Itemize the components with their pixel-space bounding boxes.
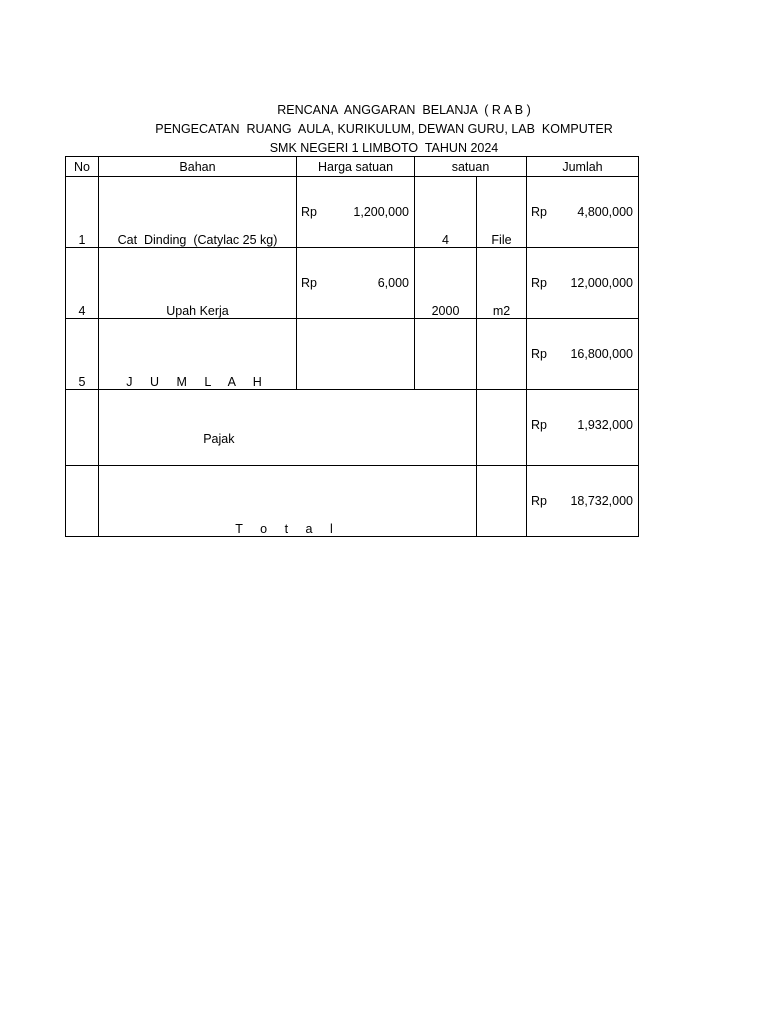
pajak-currency: Rp bbox=[531, 418, 547, 432]
title-line-2: PENGECATAN RUANG AULA, KURIKULUM, DEWAN GURU, LAB KOMPUTER bbox=[155, 122, 613, 136]
row-unit: m2 bbox=[477, 248, 527, 319]
rab-table bbox=[65, 156, 639, 537]
pajak-label-cell bbox=[99, 390, 477, 466]
total-empty-no bbox=[66, 466, 99, 537]
row-jumlah-value: 4,800,000 bbox=[577, 205, 633, 219]
total-label: T o t a l bbox=[99, 466, 477, 537]
header-bahan: Bahan bbox=[99, 157, 297, 177]
title-line-3: SMK NEGERI 1 LIMBOTO TAHUN 2024 bbox=[269, 141, 499, 155]
header-no: No bbox=[66, 157, 99, 177]
row-harga-value: 1,200,000 bbox=[353, 205, 409, 219]
row-harga-value: 6,000 bbox=[377, 276, 409, 290]
jumlah-empty-harga bbox=[297, 319, 415, 390]
table-header-row bbox=[66, 157, 639, 177]
header-jumlah: Jumlah bbox=[527, 157, 639, 177]
row-jumlah-cell bbox=[527, 177, 639, 248]
pajak-label: Pajak bbox=[203, 432, 235, 446]
total-empty-unit bbox=[477, 466, 527, 537]
total-currency: Rp bbox=[531, 494, 547, 508]
total-total-cell bbox=[527, 466, 639, 537]
row-jumlah-currency: Rp bbox=[531, 276, 547, 290]
pajak-empty-unit bbox=[477, 390, 527, 466]
jumlah-label: J U M L A H bbox=[99, 319, 297, 390]
row-harga-cell bbox=[297, 177, 415, 248]
jumlah-total-cell bbox=[527, 319, 639, 390]
jumlah-no: 5 bbox=[66, 319, 99, 390]
jumlah-currency: Rp bbox=[531, 347, 547, 361]
jumlah-row bbox=[66, 319, 639, 390]
table-row bbox=[66, 177, 639, 248]
title-line-1: RENCANA ANGGARAN BELANJA ( R A B ) bbox=[277, 103, 531, 117]
header-satuan: satuan bbox=[415, 157, 527, 177]
row-harga-currency: Rp bbox=[301, 205, 317, 219]
pajak-empty-no bbox=[66, 390, 99, 466]
pajak-value: 1,932,000 bbox=[577, 418, 633, 432]
row-harga-currency: Rp bbox=[301, 276, 317, 290]
row-bahan: Upah Kerja bbox=[99, 248, 297, 319]
total-value: 18,732,000 bbox=[570, 494, 633, 508]
total-row bbox=[66, 466, 639, 537]
row-qty: 4 bbox=[415, 177, 477, 248]
document-title-block bbox=[0, 101, 768, 158]
row-jumlah-value: 12,000,000 bbox=[570, 276, 633, 290]
jumlah-value: 16,800,000 bbox=[570, 347, 633, 361]
jumlah-empty-qty bbox=[415, 319, 477, 390]
jumlah-empty-unit bbox=[477, 319, 527, 390]
pajak-total-cell bbox=[527, 390, 639, 466]
row-no: 1 bbox=[66, 177, 99, 248]
row-bahan: Cat Dinding (Catylac 25 kg) bbox=[99, 177, 297, 248]
header-harga-satuan: Harga satuan bbox=[297, 157, 415, 177]
row-harga-cell bbox=[297, 248, 415, 319]
row-qty: 2000 bbox=[415, 248, 477, 319]
pajak-row bbox=[66, 390, 639, 466]
row-unit: File bbox=[477, 177, 527, 248]
row-jumlah-currency: Rp bbox=[531, 205, 547, 219]
table-row bbox=[66, 248, 639, 319]
row-no: 4 bbox=[66, 248, 99, 319]
row-jumlah-cell bbox=[527, 248, 639, 319]
